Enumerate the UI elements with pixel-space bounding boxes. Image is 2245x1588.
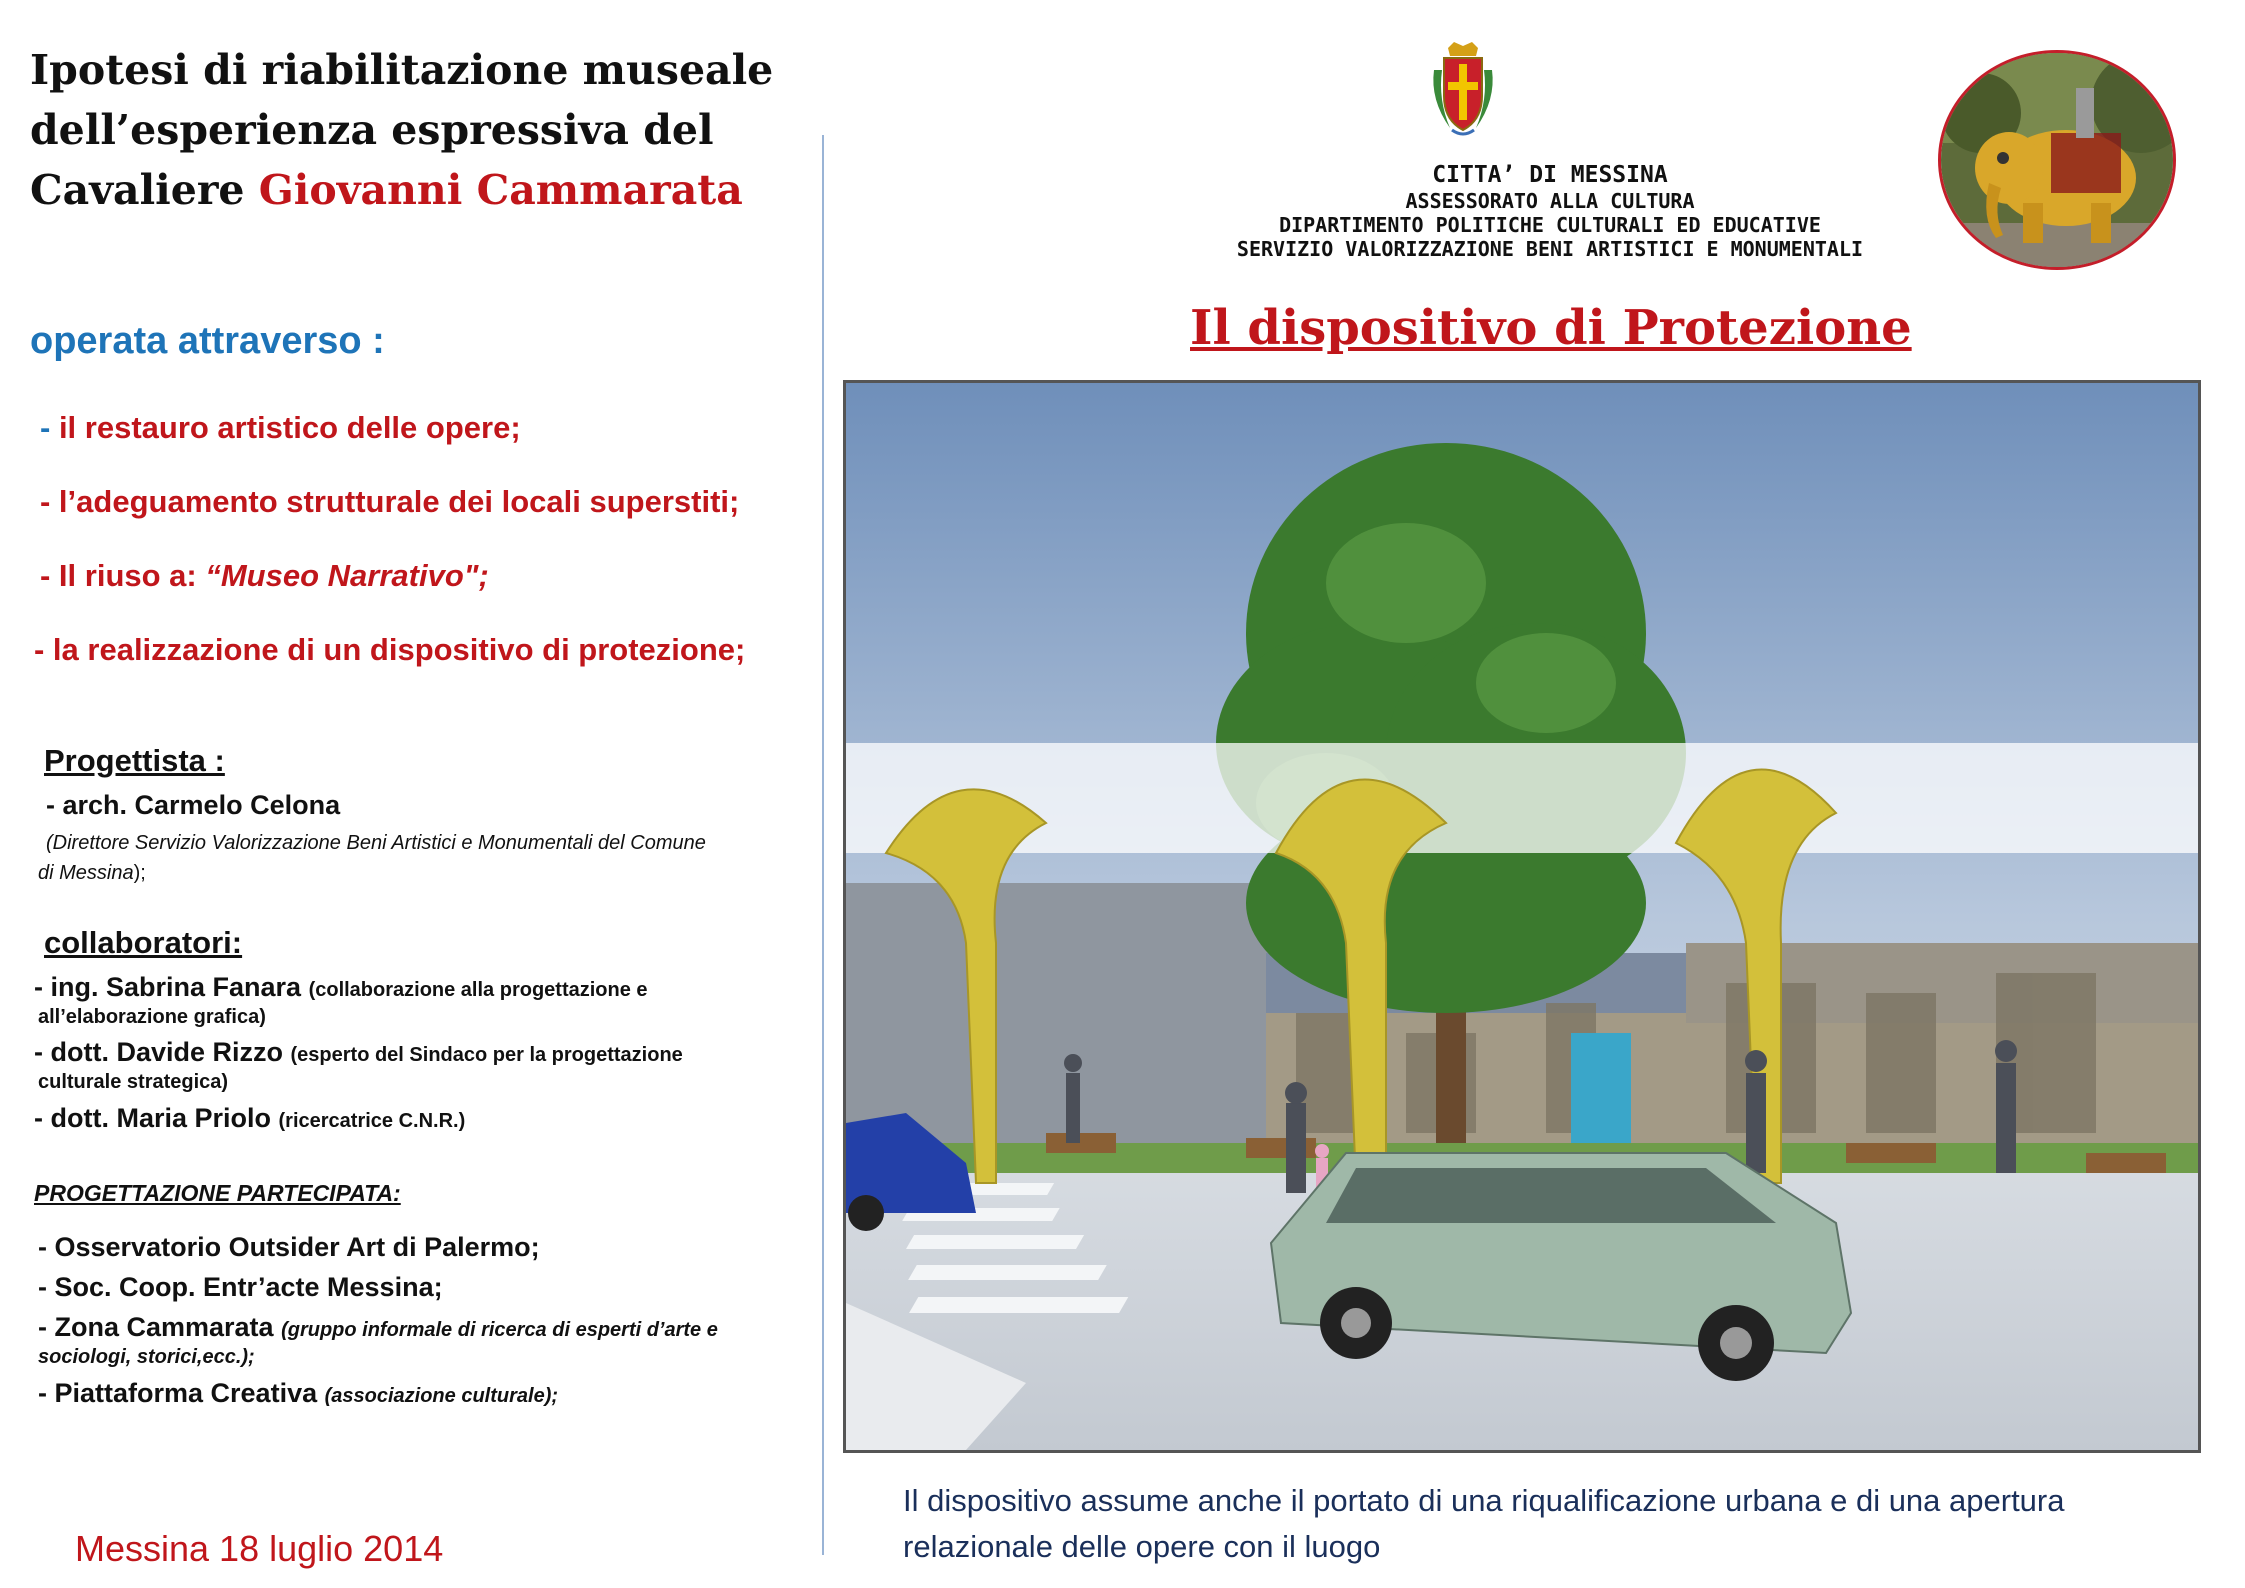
bullet-restauro — [40, 410, 521, 446]
bullet-adeguamento: - l’adeguamento strutturale dei locali superstiti; — [40, 484, 740, 519]
assessorato: ASSESSORATO ALLA CULTURA — [1405, 189, 1695, 213]
partecipante-1: - Osservatorio Outsider Art di Palermo; — [38, 1232, 540, 1262]
operata-label: operata attraverso : — [30, 320, 385, 362]
bullet-dispositivo: - la realizzazione di un dispositivo di protezione; — [34, 632, 746, 667]
collaboratore-1-note-2: all’elaborazione grafica) — [38, 1006, 266, 1028]
column-divider — [822, 135, 824, 1555]
bullet-restauro-text: il restauro artistico delle opere; — [58, 410, 521, 445]
collaboratore-1 — [34, 972, 648, 1003]
partecipante-4 — [38, 1378, 558, 1409]
title-line-1: Ipotesi di riabilitazione museale — [30, 46, 774, 94]
institution-header — [1050, 162, 2050, 261]
section-heading: Il dispositivo di Protezione — [1190, 300, 1912, 356]
collaboratore-2-name: - dott. Davide Rizzo — [34, 1037, 291, 1067]
caption-line-2: relazionale delle opere con il luogo — [903, 1529, 1381, 1564]
progettista-note-2 — [38, 862, 146, 885]
collaboratore-3 — [34, 1103, 465, 1134]
dipartimento: DIPARTIMENTO POLITICHE CULTURALI ED EDUCATIVE — [1279, 213, 1821, 237]
bullet-riuso — [40, 558, 489, 594]
title-artist-name: Giovanni Cammarata — [258, 166, 743, 214]
partecipante-2: - Soc. Coop. Entr’acte Messina; — [38, 1272, 443, 1302]
partecipante-3 — [38, 1312, 718, 1343]
partecipata-heading: PROGETTAZIONE PARTECIPATA: — [34, 1180, 401, 1206]
caption-line-1: Il dispositivo assume anche il portato di una riqualificazione urbana e di una apertura — [903, 1483, 2065, 1518]
title-prefix: Cavaliere — [30, 166, 259, 214]
title-line-2: dell’esperienza espressiva del — [30, 106, 714, 154]
progettista-note-2-end: ); — [133, 862, 146, 884]
partecipante-4-name: - Piattaforma Creativa — [38, 1378, 325, 1408]
document-title — [30, 40, 830, 220]
progettista-name: - arch. Carmelo Celona — [46, 790, 341, 820]
progettista-note-1: (Direttore Servizio Valorizzazione Beni Artistici e Monumentali del Comune — [46, 832, 706, 854]
protection-device-render — [843, 380, 2201, 1453]
bullet-dash: - — [40, 410, 59, 445]
bullet-riuso-prefix: - Il riuso a: — [40, 558, 206, 593]
progettista-note-2-italic: di Messina — [38, 862, 134, 884]
collaboratore-2 — [34, 1037, 683, 1068]
progettista-heading: Progettista : — [44, 743, 225, 778]
bullet-riuso-italic: “Museo Narrativo"; — [205, 558, 489, 593]
collaboratore-1-name: - ing. Sabrina Fanara — [34, 972, 309, 1002]
city-name: CITTA’ DI MESSINA — [1432, 162, 1668, 188]
collaboratori-heading: collaboratori: — [44, 925, 243, 960]
document-date: Messina 18 luglio 2014 — [75, 1528, 444, 1569]
city-crest-icon — [1430, 40, 1496, 140]
collaboratore-2-note-2: culturale strategica) — [38, 1071, 229, 1093]
partecipante-3-note-2: sociologi, storici,ecc.); — [38, 1346, 255, 1368]
partecipante-3-note: (gruppo informale di ricerca di esperti d’arte e — [281, 1319, 718, 1341]
elephant-sculpture-photo — [1938, 50, 2176, 270]
collaboratore-3-name: - dott. Maria Priolo — [34, 1103, 279, 1133]
collaboratore-3-note: (ricercatrice C.N.R.) — [278, 1110, 466, 1132]
collaboratore-2-note: (esperto del Sindaco per la progettazione — [290, 1044, 683, 1066]
partecipante-3-name: - Zona Cammarata — [38, 1312, 282, 1342]
render-caption — [903, 1478, 2223, 1570]
title-line-3 — [30, 160, 830, 220]
partecipante-4-note: (associazione culturale); — [324, 1385, 559, 1407]
collaboratore-1-note: (collaborazione alla progettazione e — [308, 979, 648, 1001]
servizio: SERVIZIO VALORIZZAZIONE BENI ARTISTICI E MONUMENTALI — [1236, 237, 1864, 261]
